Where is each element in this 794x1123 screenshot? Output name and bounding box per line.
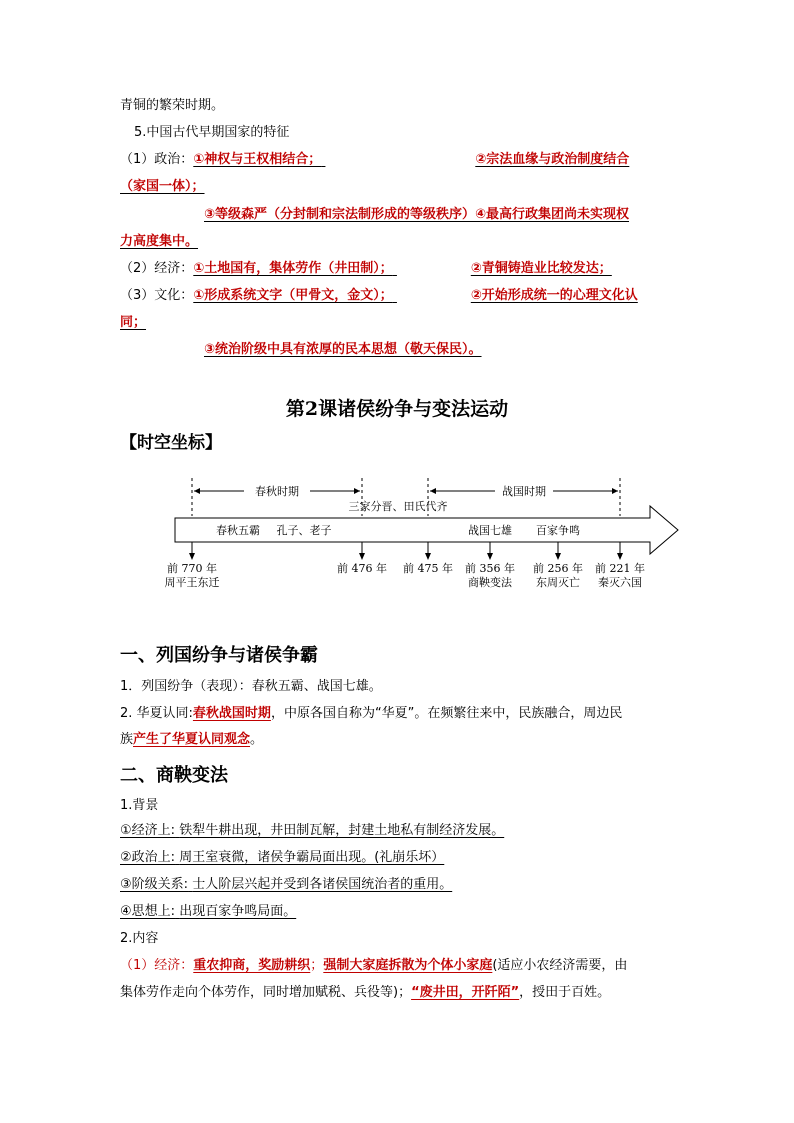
svg-text:前 221 年: 前 221 年 <box>595 562 645 575</box>
period1-label: 春秋时期 <box>255 485 299 498</box>
svg-text:前 770 年: 前 770 年 <box>167 562 217 575</box>
politics-label: （1）政治： <box>120 152 194 167</box>
culture-answer-1: ①形成系统文字（甲骨文，金文）； <box>193 288 393 303</box>
lesson-title: 第2课诸侯纷争与变法运动 <box>285 398 509 420</box>
content-economy-1 <box>120 957 627 975</box>
culture-answer-2: ②开始形成统一的心理文化认 <box>470 288 638 303</box>
arrow-label-1: 春秋五霸 <box>216 524 260 537</box>
svg-text:商鞅变法: 商鞅变法 <box>468 576 512 589</box>
politics-answer-3: ③等级森严（分封制和宗法制形成的等级秩序）④最高行政集团尚未实现权 <box>204 207 630 222</box>
bg2-text: 周王室衰微，诸侯争霸局面出现。(礼崩乐坏） <box>179 850 445 865</box>
section1-item2 <box>120 705 622 723</box>
bg4-text: 出现百家争鸣局面。 <box>179 904 297 919</box>
item2-cont-red: 产生了华夏认同观念 <box>133 732 251 747</box>
bg3-label: ③阶级关系: <box>120 877 189 892</box>
item2-prefix: 2. 华夏认同: <box>120 706 193 721</box>
bg4-label: ④思想上: <box>120 904 176 919</box>
period2-right-head <box>612 488 618 494</box>
politics-answer-2-cont: （家国一体）； <box>120 179 205 194</box>
eco-cont-1: 集体劳作走向个体劳作，同时增加赋税、兵役等)； <box>120 985 412 1000</box>
tick-475 <box>403 542 453 575</box>
content-heading: 2.内容 <box>120 931 159 946</box>
arrow-label-2: 孔子、老子 <box>276 524 332 537</box>
background-heading: 1.背景 <box>120 798 159 813</box>
tick-256 <box>533 542 583 589</box>
item2-cont-end: 。 <box>250 732 264 747</box>
tick-356 <box>465 542 515 589</box>
culture-label: （3）文化： <box>120 288 194 303</box>
period2-left-head <box>430 488 436 494</box>
item2-cont-prefix: 族 <box>120 732 134 747</box>
culture-answer-2-cont: 同； <box>120 315 147 330</box>
svg-text:前 476 年: 前 476 年 <box>337 562 387 575</box>
bg2-label: ②政治上: <box>120 850 176 865</box>
svg-text:前 475 年: 前 475 年 <box>403 562 453 575</box>
background-1 <box>120 822 504 840</box>
svg-text:前 256 年: 前 256 年 <box>533 562 583 575</box>
svg-text:秦灭六国: 秦灭六国 <box>598 576 642 589</box>
coordinates-label: 【时空坐标】 <box>120 433 222 453</box>
tick-476 <box>337 542 387 575</box>
svg-text:周平王东迁: 周平王东迁 <box>164 576 220 589</box>
background-4 <box>120 903 296 921</box>
politics-answer-3-cont: 力高度集中。 <box>120 234 199 249</box>
eco-cont-2: ，授田于百姓。 <box>519 985 611 1000</box>
eco-sep: ； <box>310 958 324 973</box>
economy-answer-1: ①土地国有，集体劳作（井田制）； <box>193 261 393 276</box>
arrow-label-4: 百家争鸣 <box>536 524 580 537</box>
bg3-text: 士人阶层兴起并受到各诸侯国统治者的重用。 <box>192 877 453 892</box>
section2-title: 二、商鞅变法 <box>120 765 228 786</box>
heading-5: 5.中国古代早期国家的特征 <box>134 125 290 140</box>
economy-answer-2: ②青铜铸造业比较发达； <box>470 261 612 276</box>
item2-red: 春秋战国时期 <box>192 706 271 721</box>
politics-answer-1: ①神权与王权相结合； <box>193 152 322 167</box>
eco-red-3: “废井田，开阡陌” <box>411 985 520 1000</box>
economy-label: （2）经济： <box>120 261 194 276</box>
period1-right-head <box>354 488 360 494</box>
eco-label: （1）经济： <box>120 958 194 973</box>
politics-answer-2: ②宗法血缘与政治制度结合 <box>475 152 630 167</box>
continued-line: 青铜的繁荣时期。 <box>120 98 225 113</box>
period2-label: 战国时期 <box>502 485 546 498</box>
eco-red-2: 强制大家庭拆散为个体小家庭 <box>323 958 493 973</box>
arrow-label-3: 战国七雄 <box>468 524 512 537</box>
event-split-label: 三家分晋、田氏代齐 <box>348 500 448 513</box>
eco-red-1: 重农抑商，奖励耕织 <box>193 958 311 973</box>
tick-221 <box>595 542 645 589</box>
background-3 <box>120 876 452 894</box>
section1-item1: 1．列国纷争（表现）：春秋五霸、战国七雄。 <box>120 679 382 694</box>
background-2 <box>120 849 444 867</box>
svg-text:前 356 年: 前 356 年 <box>465 562 515 575</box>
bg1-label: ①经济上: <box>120 823 176 838</box>
section1-title: 一、列国纷争与诸侯争霸 <box>120 645 318 666</box>
period1-left-head <box>194 488 200 494</box>
eco-rest: (适应小农经济需要，由 <box>492 958 628 973</box>
culture-answer-3: ③统治阶级中具有浓厚的民本思想（敬天保民）。 <box>204 342 482 357</box>
tick-770 <box>165 542 220 589</box>
svg-text:东周灭亡: 东周灭亡 <box>536 576 580 589</box>
bg1-text: 铁犁牛耕出现，井田制瓦解，封建土地私有制经济发展。 <box>179 823 505 838</box>
section1-item2-cont <box>120 731 263 749</box>
item2-rest: ，中原各国自称为“华夏”。在频繁往来中，民族融合，周边民 <box>270 706 623 721</box>
content-economy-2 <box>120 984 610 1002</box>
